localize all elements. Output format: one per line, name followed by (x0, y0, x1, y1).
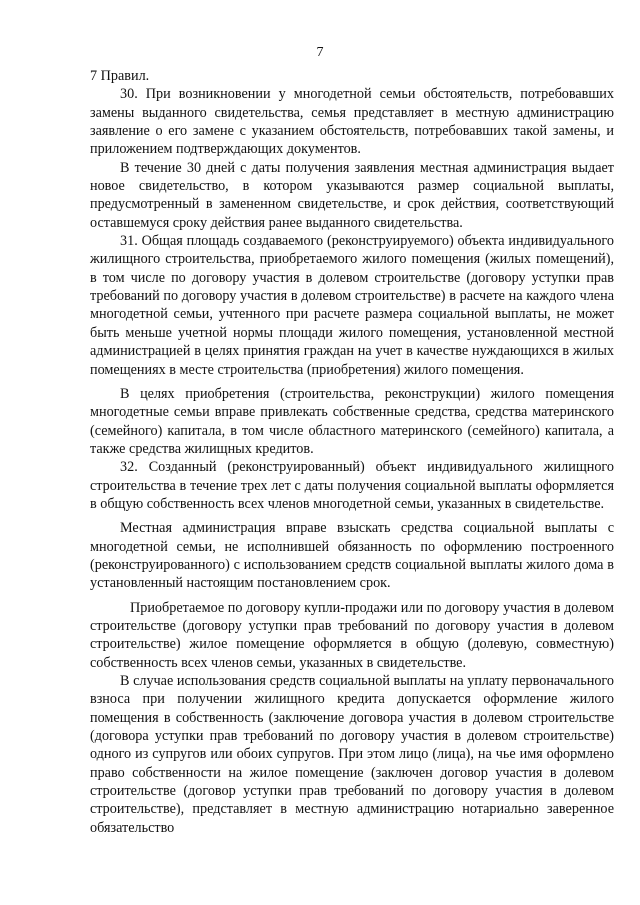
paragraph-32-purchase-ownership: Приобретаемое по договору купли-продажи или по договору участия в долевом строительстве (договору уступки прав требований по договору участия в долевом строительстве) жилое помещение оформляется в общую (долевую, совместную) собственность всех членов семьи, указанных в свидетельстве. (90, 599, 614, 671)
paragraph-30-replacement-term: В течение 30 дней с даты получения заявления местная администрация выдает новое свидетельство, в котором указываются размер социальной выплаты, предусмотренный в замененном свидетельстве, и срок действия, соответствующий оставшемуся сроку действия ранее выданного свидетельства. (90, 159, 614, 231)
page-number: 7 (316, 45, 324, 60)
paragraph-31: 31. Общая площадь создаваемого (реконструируемого) объекта индивидуального жилищного строительства, приобретаемого жилого помещения (жилых помещений), в том числе по договору участия в долевом строительстве (договору уступки прав требований по договору участия в долевом строительстве) в расчете на каждого члена многодетной семьи, учтенного при расчете размера социальной выплаты, не может быть меньше учетной нормы площади жилого помещения, установленной местной администрацией в целях принятия граждан на учет в качестве нуждающихся в жилых помещениях в месте строительства (приобретения) жилого помещения. (90, 233, 614, 378)
paragraph-32-mortgage-case: В случае использования средств социальной выплаты на уплату первоначального взноса при получении жилищного кредита допускается оформление жилого помещения в собственность (заключение договора участия в долевом строительстве (договора уступки прав требований по договору участия в долевом строительстве) одного из супругов или обоих супругов. При этом лицо (лица), на чье имя оформлено право собственности на жилое помещение (заключен договор участия в долевом строительстве (договор уступки прав требований по договору участия в долевом строительстве), представляет в местную администрацию нотариально заверенное обязательство (90, 673, 614, 836)
paragraph-rule-reference: 7 Правил. (90, 68, 150, 84)
paragraph-32-recovery: Местная администрация вправе взыскать средства социальной выплаты с многодетной семьи, не исполнившей обязанность по оформлению построенного (реконструированного) с использованием средств социальной выплаты жилого дома в установленный настоящим постановлением срок. (90, 520, 614, 592)
paragraph-31-own-funds: В целях приобретения (строительства, реконструкции) жилого помещения многодетные семьи вправе привлекать собственные средства, средства материнского (семейного) капитала, в том числе областного материнского (семейного) капитала, а также средства жилищных кредитов. (90, 385, 614, 457)
paragraph-30: 30. При возникновении у многодетной семьи обстоятельств, потребовавших замены выданного свидетельства, семья представляет в местную администрацию заявление о его замене с указанием обстоятельств, потребовавших такой замены, и приложением подтверждающих документов. (90, 86, 614, 158)
document-body (90, 67, 614, 837)
paragraph-32: 32. Созданный (реконструированный) объект индивидуального жилищного строительства в течение трех лет с даты получения социальной выплаты оформляется в общую собственность всех членов многодетной семьи, указанных в свидетельстве. (90, 459, 614, 512)
